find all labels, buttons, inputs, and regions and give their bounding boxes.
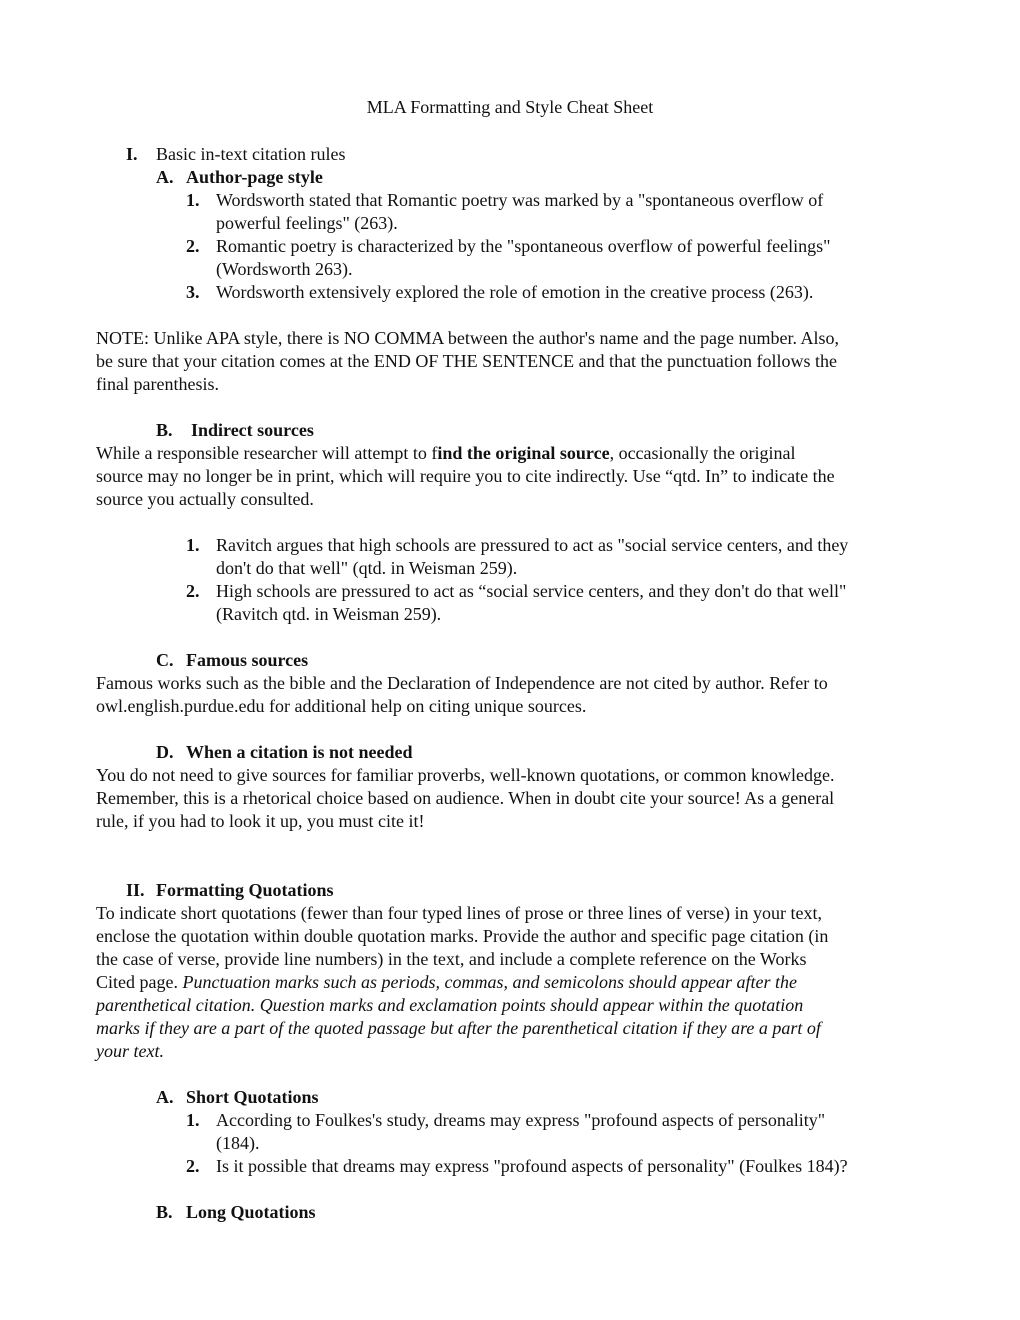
paragraph-text: You do not need to give sources for familiar proverbs, well-known quotations, or common knowledge. <box>96 765 835 785</box>
list-item-text: (184). <box>216 1133 260 1153</box>
italic-text: marks if they are a part of the quoted passage but after the parenthetical citation if they are a part of <box>96 1018 821 1038</box>
list-item-text: Wordsworth stated that Romantic poetry was marked by a "spontaneous overflow of <box>216 190 824 210</box>
list-item-text: Romantic poetry is characterized by the "spontaneous overflow of powerful feelings" <box>216 236 831 256</box>
list-item-text: (Wordsworth 263). <box>216 259 353 279</box>
list-item-number: 1. <box>186 535 200 555</box>
list-item-number: 1. <box>186 190 200 210</box>
subsection-1c-heading: Famous sources <box>186 650 309 670</box>
note-paragraph: final parenthesis. <box>96 374 219 394</box>
list-item-text: (Ravitch qtd. in Weisman 259). <box>216 604 442 624</box>
list-item-text: don't do that well" (qtd. in Weisman 259). <box>216 558 518 578</box>
emphasis-text: ind the original source <box>437 443 610 463</box>
list-item-text: powerful feelings" (263). <box>216 213 398 233</box>
list-item-number: 2. <box>186 236 200 256</box>
paragraph-text: Famous works such as the bible and the Declaration of Independence are not cited by author. Refer to <box>96 673 828 693</box>
paragraph-text: source may no longer be in print, which will require you to cite indirectly. Use “qtd. In” to indicate the <box>96 466 835 486</box>
section-1-number: I. <box>126 144 138 164</box>
subsection-1d-heading: When a citation is not needed <box>186 742 413 762</box>
page-title: MLA Formatting and Style Cheat Sheet <box>366 97 654 117</box>
paragraph-text: rule, if you had to look it up, you must cite it! <box>96 811 425 831</box>
list-item-number: 2. <box>186 1156 200 1176</box>
indirect-sources-paragraph <box>96 442 796 465</box>
subsection-2b-letter: B. <box>156 1202 173 1222</box>
subsection-2a-heading: Short Quotations <box>186 1087 319 1107</box>
subsection-1a-heading: Author-page style <box>186 167 323 187</box>
subsection-2b-heading: Long Quotations <box>186 1202 316 1222</box>
section-1-heading: Basic in-text citation rules <box>156 144 346 164</box>
quotation-paragraph <box>96 971 797 994</box>
list-item-text: Is it possible that dreams may express "profound aspects of personality" (Foulkes 184)? <box>216 1156 848 1176</box>
list-item-number: 2. <box>186 581 200 601</box>
note-paragraph: NOTE: Unlike APA style, there is NO COMMA between the author's name and the page number. Also, <box>96 328 839 348</box>
italic-text: Punctuation marks such as periods, commas, and semicolons should appear after the <box>182 972 797 992</box>
paragraph-text: Remember, this is a rhetorical choice based on audience. When in doubt cite your source! As a general <box>96 788 835 808</box>
italic-text: your text. <box>96 1041 164 1061</box>
paragraph-text: the case of verse, provide line numbers) in the text, and include a complete reference on the Works <box>96 949 807 969</box>
italic-text: parenthetical citation. Question marks and exclamation points should appear within the quotation <box>96 995 804 1015</box>
list-item-text: According to Foulkes's study, dreams may express "profound aspects of personality" <box>216 1110 826 1130</box>
list-item-number: 3. <box>186 282 200 302</box>
paragraph-text: While a responsible researcher will attempt to f <box>96 443 438 463</box>
subsection-1b-letter: B. <box>156 420 173 440</box>
subsection-2a-letter: A. <box>156 1087 174 1107</box>
paragraph-text: owl.english.purdue.edu for additional help on citing unique sources. <box>96 696 587 716</box>
subsection-1c-letter: C. <box>156 650 174 670</box>
paragraph-text: source you actually consulted. <box>96 489 314 509</box>
subsection-1a-letter: A. <box>156 167 174 187</box>
section-2-number: II. <box>126 880 145 900</box>
list-item-text: Ravitch argues that high schools are pressured to act as "social service centers, and they <box>216 535 849 555</box>
paragraph-text: Cited page. <box>96 972 183 992</box>
section-2-heading: Formatting Quotations <box>156 880 334 900</box>
list-item-number: 1. <box>186 1110 200 1130</box>
list-item-text: Wordsworth extensively explored the role of emotion in the creative process (263). <box>216 282 814 302</box>
subsection-1d-letter: D. <box>156 742 174 762</box>
paragraph-text: , occasionally the original <box>609 443 796 463</box>
note-paragraph: be sure that your citation comes at the END OF THE SENTENCE and that the punctuation follows the <box>96 351 838 371</box>
subsection-1b-heading: Indirect sources <box>191 420 314 440</box>
paragraph-text: enclose the quotation within double quotation marks. Provide the author and specific page citation (in <box>96 926 829 946</box>
list-item-text: High schools are pressured to act as “social service centers, and they don't do that well" <box>216 581 847 601</box>
paragraph-text: To indicate short quotations (fewer than four typed lines of prose or three lines of verse) in your text, <box>96 903 823 923</box>
